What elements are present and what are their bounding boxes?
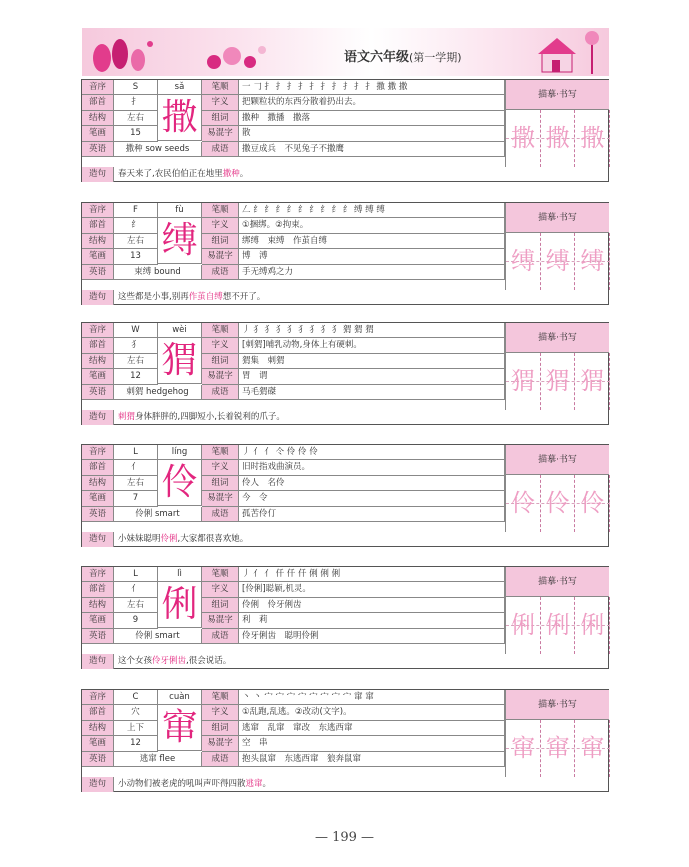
stroke-order-value: 丿 亻 亻 仟 仟 仟 俐 俐 俐 <box>239 567 505 582</box>
meaning-label: 字义 <box>202 218 239 233</box>
initial-value: L <box>114 445 158 460</box>
idiom-value: 马毛猬磔 <box>239 385 505 400</box>
character-card <box>81 444 609 547</box>
sentence-row <box>82 654 608 669</box>
meaning-value: [刺猬]哺乳动物,身体上有硬刺。 <box>239 338 505 353</box>
card-row <box>82 354 505 369</box>
structure-value: 左右 <box>114 111 158 126</box>
house-icon <box>522 30 606 76</box>
trace-character: 猬 <box>580 367 605 395</box>
confusable-value: 今 令 <box>239 491 505 506</box>
strokes-value: 15 <box>114 126 158 141</box>
flower-icon <box>88 34 158 74</box>
stroke-order-value: 一 𠃌 扌 扌 扌 扌 扌 扌 扌 扌 扌 扌 撒 撒 撒 <box>239 80 505 95</box>
idiom-label: 成语 <box>202 265 239 280</box>
idiom-label: 成语 <box>202 752 239 767</box>
words-value: 撒种 撒播 撒落 <box>239 111 505 126</box>
trace-character: 缚 <box>511 247 535 275</box>
pinyin-head-label: 音序 <box>82 323 114 338</box>
stroke-order-label: 笔顺 <box>202 323 239 338</box>
structure-label: 结构 <box>82 111 114 126</box>
strokes-value: 7 <box>114 491 158 506</box>
confusable-label: 易混字 <box>202 126 239 141</box>
copy-cell[interactable] <box>506 597 541 654</box>
confusable-label: 易混字 <box>202 491 239 506</box>
words-value: 绑缚 束缚 作茧自缚 <box>239 234 505 249</box>
card-row <box>82 203 505 218</box>
structure-label: 结构 <box>82 354 114 369</box>
radical-label: 部首 <box>82 338 114 353</box>
english-value: 逃窜 flee <box>114 752 202 767</box>
sentence-label: 造句 <box>82 532 114 547</box>
radical-label: 部首 <box>82 705 114 720</box>
card-row <box>82 369 505 384</box>
stroke-order-label: 笔顺 <box>202 203 239 218</box>
sentence-prefix: 这些都是小事,别再 <box>118 292 189 302</box>
page-number: — 199 — <box>314 830 375 845</box>
card-row <box>82 690 505 705</box>
words-value: 伶人 名伶 <box>239 476 505 491</box>
meaning-label: 字义 <box>202 95 239 110</box>
confusable-label: 易混字 <box>202 613 239 628</box>
card-row <box>82 80 505 95</box>
trace-character: 缚 <box>580 247 605 275</box>
big-character: 俐 <box>158 582 202 628</box>
copy-practice-box <box>505 475 609 532</box>
card-row <box>82 460 505 475</box>
structure-value: 左右 <box>114 354 158 369</box>
idiom-value: 撒豆成兵 不见兔子不撒鹰 <box>239 142 505 157</box>
card-row <box>82 598 505 613</box>
sentence-text <box>118 410 285 425</box>
pinyin-value: cuàn <box>158 690 202 705</box>
english-label: 英语 <box>82 507 114 522</box>
card-row <box>82 234 505 249</box>
strokes-label: 笔画 <box>82 126 114 141</box>
copy-header: 描摹·书写 <box>505 690 609 720</box>
pinyin-value: sǎ <box>158 80 202 95</box>
stroke-order-value: 丶 丶 宀 宀 宀 宀 宀 宀 宀 宀 窜 窜 <box>239 690 505 705</box>
english-value: 伶俐 smart <box>114 629 202 644</box>
card-row <box>82 629 505 644</box>
words-label: 组词 <box>202 721 239 736</box>
pinyin-value: wèi <box>158 323 202 338</box>
structure-label: 结构 <box>82 476 114 491</box>
stroke-order-value: 丿 犭 犭 犭 犭 犭 犭 犭 犭 猬 猬 猬 <box>239 323 505 338</box>
card-row <box>82 752 505 767</box>
copy-cell[interactable] <box>575 110 610 167</box>
words-label: 组词 <box>202 354 239 369</box>
bubbles-icon <box>202 36 272 74</box>
trace-character: 伶 <box>511 489 535 517</box>
sentence-suffix: 。 <box>262 779 272 789</box>
structure-label: 结构 <box>82 234 114 249</box>
confusable-label: 易混字 <box>202 736 239 751</box>
sentence-prefix: 这个女孩 <box>118 656 153 666</box>
meaning-label: 字义 <box>202 582 239 597</box>
english-label: 英语 <box>82 265 114 280</box>
sentence-text <box>118 532 248 547</box>
trace-character: 撒 <box>511 124 535 152</box>
card-row <box>82 507 505 522</box>
trace-character: 窜 <box>580 734 605 762</box>
copy-cell[interactable] <box>541 353 576 410</box>
character-card <box>81 79 609 182</box>
card-row <box>82 736 505 751</box>
stroke-order-value: 𠃋 纟 纟 纟 纟 纟 纟 纟 纟 纟 缚 缚 缚 <box>239 203 505 218</box>
sentence-label: 造句 <box>82 290 114 305</box>
sentence-label: 造句 <box>82 654 114 669</box>
header-banner <box>82 28 609 76</box>
english-label: 英语 <box>82 629 114 644</box>
card-row <box>82 142 505 157</box>
idiom-value: 抱头鼠窜 东逃西窜 狼奔鼠窜 <box>239 752 505 767</box>
sentence-row <box>82 290 608 305</box>
big-character: 撒 <box>158 95 202 141</box>
meaning-label: 字义 <box>202 460 239 475</box>
sentence-row <box>82 410 608 425</box>
card-row <box>82 476 505 491</box>
copy-cell[interactable] <box>506 720 541 777</box>
copy-cell[interactable] <box>541 597 576 654</box>
stroke-order-label: 笔顺 <box>202 690 239 705</box>
big-character: 缚 <box>158 218 202 264</box>
sentence-row <box>82 532 608 547</box>
radical-value: 犭 <box>114 338 158 353</box>
copy-cell[interactable] <box>575 475 610 532</box>
big-character: 猬 <box>158 338 202 384</box>
radical-label: 部首 <box>82 582 114 597</box>
sentence-highlight: 作茧自缚 <box>188 292 223 302</box>
copy-cell[interactable] <box>506 233 541 290</box>
idiom-label: 成语 <box>202 629 239 644</box>
sentence-suffix: 。 <box>239 169 249 179</box>
english-label: 英语 <box>82 752 114 767</box>
card-row <box>82 111 505 126</box>
initial-value: C <box>114 690 158 705</box>
words-label: 组词 <box>202 476 239 491</box>
sentence-highlight: 撒种 <box>222 169 240 179</box>
sentence-label: 造句 <box>82 777 114 792</box>
words-value: 逃窜 乱窜 窜改 东逃西窜 <box>239 721 505 736</box>
meaning-label: 字义 <box>202 338 239 353</box>
card-row <box>82 567 505 582</box>
sentence-suffix: ,大家都很喜欢她。 <box>177 534 249 544</box>
english-value: 束缚 bound <box>114 265 202 280</box>
card-row <box>82 491 505 506</box>
stroke-order-value: 丿 亻 亻 仒 伶 伶 伶 <box>239 445 505 460</box>
card-row <box>82 445 505 460</box>
sentence-label: 造句 <box>82 167 114 182</box>
trace-character: 撒 <box>580 124 605 152</box>
copy-practice-box <box>505 720 609 777</box>
radical-label: 部首 <box>82 95 114 110</box>
card-row <box>82 705 505 720</box>
strokes-value: 9 <box>114 613 158 628</box>
card-row <box>82 95 505 110</box>
copy-header: 描摹·书写 <box>505 203 609 233</box>
sentence-text <box>118 654 231 669</box>
book-title-main: 语文六年级 <box>344 50 410 65</box>
character-card <box>81 566 609 669</box>
structure-value: 左右 <box>114 476 158 491</box>
card-row <box>82 613 505 628</box>
strokes-value: 12 <box>114 369 158 384</box>
copy-cell[interactable] <box>506 475 541 532</box>
sentence-row <box>82 167 608 182</box>
sentence-suffix: ,很会说话。 <box>186 656 232 666</box>
sentence-row <box>82 777 608 792</box>
card-row <box>82 582 505 597</box>
copy-cell[interactable] <box>575 720 610 777</box>
character-card <box>81 322 609 425</box>
book-title <box>344 46 462 65</box>
sentence-text <box>118 290 265 305</box>
structure-value: 左右 <box>114 598 158 613</box>
english-label: 英语 <box>82 142 114 157</box>
radical-label: 部首 <box>82 460 114 475</box>
strokes-value: 13 <box>114 249 158 264</box>
card-row <box>82 126 505 141</box>
copy-practice-box <box>505 353 609 410</box>
strokes-label: 笔画 <box>82 736 114 751</box>
sentence-label: 造句 <box>82 410 114 425</box>
confusable-value: 利 莉 <box>239 613 505 628</box>
copy-cell[interactable] <box>541 475 576 532</box>
trace-character: 撒 <box>545 124 570 152</box>
initial-value: L <box>114 567 158 582</box>
words-value: 伶俐 伶牙俐齿 <box>239 598 505 613</box>
sentence-suffix: 想不开了。 <box>222 292 266 302</box>
trace-character: 伶 <box>580 489 605 517</box>
sentence-text <box>118 167 248 182</box>
card-row <box>82 265 505 280</box>
radical-value: 亻 <box>114 460 158 475</box>
trace-character: 窜 <box>511 734 535 762</box>
idiom-label: 成语 <box>202 385 239 400</box>
words-label: 组词 <box>202 111 239 126</box>
trace-character: 俐 <box>580 611 605 639</box>
copy-practice-box <box>505 110 609 167</box>
radical-value: 亻 <box>114 582 158 597</box>
sentence-prefix: 春天来了,农民伯伯正在地里 <box>118 169 223 179</box>
copy-cell[interactable] <box>541 720 576 777</box>
meaning-value: 把颗粒状的东西分散着扔出去。 <box>239 95 505 110</box>
pinyin-head-label: 音序 <box>82 445 114 460</box>
confusable-value: 空 串 <box>239 736 505 751</box>
meaning-value: ①捆绑。②拘束。 <box>239 218 505 233</box>
radical-value: 穴 <box>114 705 158 720</box>
copy-cell[interactable] <box>506 353 541 410</box>
radical-value: 扌 <box>114 95 158 110</box>
stroke-order-label: 笔顺 <box>202 80 239 95</box>
idiom-value: 手无缚鸡之力 <box>239 265 505 280</box>
card-row <box>82 323 505 338</box>
idiom-value: 孤苦伶仃 <box>239 507 505 522</box>
structure-label: 结构 <box>82 721 114 736</box>
sentence-prefix: 小妹妹聪明 <box>118 534 161 544</box>
strokes-label: 笔画 <box>82 249 114 264</box>
english-label: 英语 <box>82 385 114 400</box>
initial-value: W <box>114 323 158 338</box>
structure-label: 结构 <box>82 598 114 613</box>
sentence-highlight: 伶俐 <box>160 534 178 544</box>
confusable-label: 易混字 <box>202 369 239 384</box>
sentence-highlight: 刺猬 <box>118 412 136 422</box>
words-label: 组词 <box>202 598 239 613</box>
pinyin-head-label: 音序 <box>82 690 114 705</box>
sentence-prefix: 小动物们被老虎的吼叫声吓得四散 <box>118 779 246 789</box>
copy-header: 描摹·书写 <box>505 80 609 110</box>
structure-value: 上下 <box>114 721 158 736</box>
english-value: 撒种 sow seeds <box>114 142 202 157</box>
copy-practice-box <box>505 597 609 654</box>
structure-value: 左右 <box>114 234 158 249</box>
strokes-label: 笔画 <box>82 369 114 384</box>
strokes-label: 笔画 <box>82 613 114 628</box>
pinyin-value: líng <box>158 445 202 460</box>
words-value: 猬集 刺猬 <box>239 354 505 369</box>
card-row <box>82 338 505 353</box>
copy-cell[interactable] <box>541 110 576 167</box>
trace-character: 俐 <box>511 611 535 639</box>
english-value: 刺猬 hedgehog <box>114 385 202 400</box>
confusable-value: 散 <box>239 126 505 141</box>
radical-label: 部首 <box>82 218 114 233</box>
strokes-label: 笔画 <box>82 491 114 506</box>
copy-cell[interactable] <box>575 353 610 410</box>
character-card <box>81 689 609 792</box>
character-card <box>81 202 609 305</box>
trace-character: 猬 <box>545 367 570 395</box>
book-title-semester: (第一学期) <box>409 51 462 64</box>
pinyin-head-label: 音序 <box>82 80 114 95</box>
card-row <box>82 249 505 264</box>
confusable-value: 博 溥 <box>239 249 505 264</box>
trace-character: 猬 <box>511 367 535 395</box>
meaning-label: 字义 <box>202 705 239 720</box>
copy-cell[interactable] <box>506 110 541 167</box>
meaning-value: 旧时指戏曲演员。 <box>239 460 505 475</box>
pinyin-head-label: 音序 <box>82 567 114 582</box>
big-character: 窜 <box>158 705 202 751</box>
idiom-label: 成语 <box>202 507 239 522</box>
trace-character: 伶 <box>545 489 570 517</box>
card-row <box>82 721 505 736</box>
card-row <box>82 385 505 400</box>
copy-header: 描摹·书写 <box>505 445 609 475</box>
pinyin-value: fù <box>158 203 202 218</box>
radical-value: 纟 <box>114 218 158 233</box>
pinyin-value: lì <box>158 567 202 582</box>
copy-header: 描摹·书写 <box>505 323 609 353</box>
stroke-order-label: 笔顺 <box>202 567 239 582</box>
trace-character: 俐 <box>545 611 570 639</box>
trace-character: 缚 <box>545 247 570 275</box>
sentence-highlight: 逃窜 <box>245 779 263 789</box>
stroke-order-label: 笔顺 <box>202 445 239 460</box>
copy-header: 描摹·书写 <box>505 567 609 597</box>
initial-value: S <box>114 80 158 95</box>
english-value: 伶俐 smart <box>114 507 202 522</box>
card-row <box>82 218 505 233</box>
meaning-value: [伶俐]聪颖,机灵。 <box>239 582 505 597</box>
trace-character: 窜 <box>545 734 570 762</box>
sentence-text <box>118 777 271 792</box>
idiom-label: 成语 <box>202 142 239 157</box>
pinyin-head-label: 音序 <box>82 203 114 218</box>
sentence-highlight: 伶牙俐齿 <box>152 656 187 666</box>
copy-practice-box <box>505 233 609 290</box>
big-character: 伶 <box>158 460 202 506</box>
strokes-value: 12 <box>114 736 158 751</box>
sentence-suffix: 身体胖胖的,四脚短小,长着锐利的爪子。 <box>135 412 285 422</box>
words-label: 组词 <box>202 234 239 249</box>
meaning-value: ①乱跑,乱逃。②改动(文字)。 <box>239 705 505 720</box>
copy-cell[interactable] <box>541 233 576 290</box>
confusable-label: 易混字 <box>202 249 239 264</box>
copy-cell[interactable] <box>575 233 610 290</box>
initial-value: F <box>114 203 158 218</box>
copy-cell[interactable] <box>575 597 610 654</box>
confusable-value: 胃 谓 <box>239 369 505 384</box>
idiom-value: 伶牙俐齿 聪明伶俐 <box>239 629 505 644</box>
